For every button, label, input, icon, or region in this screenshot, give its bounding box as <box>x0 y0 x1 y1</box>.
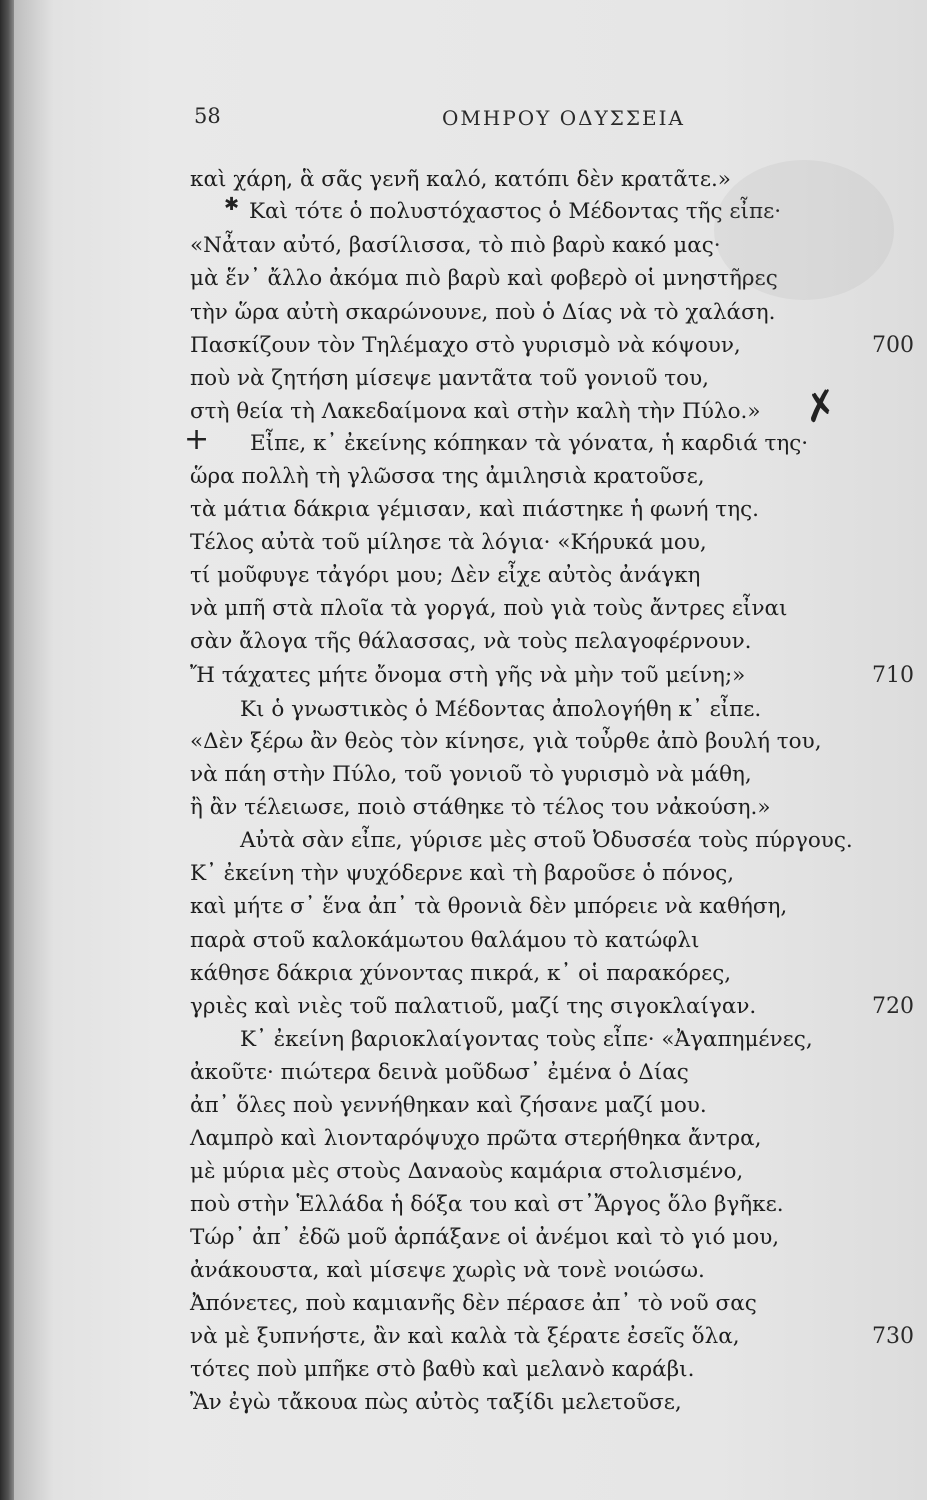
page-stain <box>714 160 894 300</box>
poem-line <box>14 828 927 860</box>
line-text: καὶ μήτε σ᾽ ἕνα ἀπ᾽ τὰ θρονιὰ δὲν μπόρειε νὰ καθήση, <box>190 894 788 919</box>
line-text: καὶ χάρη, ἃ σᾶς γενῆ καλό, κατόπι δὲν κρατᾶτε.» <box>190 167 731 192</box>
line-text: Κι ὁ γνωστικὸς ὁ Μέδοντας ἀπολογήθη κ᾽ εἶπε. <box>240 697 762 722</box>
line-text: ποὺ νὰ ζητήση μίσεψε μαντᾶτα τοῦ γονιοῦ του, <box>190 366 710 391</box>
poem-line <box>14 928 927 960</box>
poem-line <box>14 1291 927 1323</box>
line-text: τὰ μάτια δάκρια γέμισαν, καὶ πιάστηκε ἡ φωνή της. <box>190 497 759 522</box>
asterisk-mark-icon: ✱ <box>224 194 240 215</box>
poem-line <box>14 629 927 661</box>
poem-line <box>14 1159 927 1191</box>
poem-line <box>14 1357 927 1389</box>
poem-line <box>14 1390 927 1422</box>
poem-line <box>14 762 927 794</box>
line-text: Κ᾽ ἐκείνη τὴν ψυχόδερνε καὶ τὴ βαροῦσε ὁ πόνος, <box>190 861 735 886</box>
page-header <box>14 104 927 134</box>
line-text: Καὶ τότε ὁ πολυστόχαστος ὁ Μέδοντας τῆς εἶπε· <box>249 199 782 224</box>
line-text: γριὲς καὶ νιὲς τοῦ παλατιοῦ, μαζί της σιγοκλαίγαν. <box>190 994 757 1019</box>
poem-line <box>14 596 927 628</box>
poem-line <box>14 1192 927 1224</box>
line-text: σὰν ἄλογα τῆς θάλασσας, νὰ τοὺς πελαγοφέρνουν. <box>190 629 752 654</box>
line-text: ἀνάκουστα, καὶ μίσεψε χωρὶς νὰ τονὲ νοιώσω. <box>190 1258 705 1283</box>
page-number: 58 <box>194 104 221 128</box>
poem-line <box>14 431 927 463</box>
running-title: ΟΜΗΡΟΥ ΟΔΥΣΣΕΙΑ <box>442 106 685 130</box>
poem-line <box>14 366 927 398</box>
poem-line <box>14 1225 927 1257</box>
poem-line <box>14 994 927 1026</box>
line-text: Ἤ τάχατες μήτε ὄνομα στὴ γῆς νὰ μὴν τοῦ μείνη;» <box>190 663 746 688</box>
line-text: νὰ πάη στὴν Πύλο, τοῦ γονιοῦ τὸ γυρισμὸ νὰ μάθη, <box>190 762 752 787</box>
line-number: 720 <box>872 994 914 1019</box>
poem-line <box>14 1324 927 1356</box>
line-text: Ἂν ἐγὼ τἄκουα πὼς αὐτὸς ταξίδι μελετοῦσε, <box>190 1390 682 1415</box>
line-text: Τέλος αὐτὰ τοῦ μίλησε τὰ λόγια· «Κήρυκά μου, <box>190 530 707 555</box>
line-text: Ἀπόνετες, ποὺ καμιανῆς δὲν πέρασε ἀπ᾽ τὸ νοῦ σας <box>190 1291 757 1316</box>
poem-line <box>14 464 927 496</box>
line-text: ποὺ στὴν Ἑλλάδα ἡ δόξα του καὶ στ᾽Ἄργος ὅλο βγῆκε. <box>190 1192 784 1217</box>
line-text: «Δὲν ξέρω ἂν θεὸς τὸν κίνησε, γιὰ τοὖρθε ἀπὸ βουλή του, <box>190 729 822 754</box>
line-text: ἀπ᾽ ὅλες ποὺ γεννήθηκαν καὶ ζήσανε μαζί μου. <box>190 1093 707 1118</box>
poem-line <box>14 530 927 562</box>
cross-mark-icon: ✗ <box>799 381 842 433</box>
line-text: Αὐτὰ σὰν εἶπε, γύρισε μὲς στοῦ Ὀδυσσέα τοὺς πύργους. <box>240 828 853 853</box>
poem-line <box>14 1060 927 1092</box>
line-text: Πασκίζουν τὸν Τηλέμαχο στὸ γυρισμὸ νὰ κόψουν, <box>190 333 741 358</box>
poem-line <box>14 663 927 695</box>
poem-line <box>14 697 927 729</box>
line-text: ἢ ἂν τέλειωσε, ποιὸ στάθηκε τὸ τέλος του νἀκούση.» <box>190 795 771 820</box>
poem-line <box>14 729 927 761</box>
poem-line <box>14 300 927 332</box>
poem-line <box>14 861 927 893</box>
line-text: Κ᾽ ἐκείνη βαριοκλαίγοντας τοὺς εἶπε· «Ἀγαπημένες, <box>240 1027 813 1052</box>
line-text: Λαμπρὸ καὶ λιονταρόψυχο πρῶτα στερήθηκα ἄντρα, <box>190 1126 762 1151</box>
line-text: ἀκοῦτε· πιώτερα δεινὰ μοῦδωσ᾽ ἐμένα ὁ Δίας <box>190 1060 689 1085</box>
line-text: τί μοῦφυγε τἀγόρι μου; Δὲν εἶχε αὐτὸς ἀνάγκη <box>190 563 701 588</box>
line-text: νὰ μὲ ξυπνήστε, ἂν καὶ καλὰ τὰ ξέρατε ἐσεῖς ὅλα, <box>190 1324 740 1349</box>
poem-line <box>14 497 927 529</box>
poem-line <box>14 333 927 365</box>
line-text: μὰ ἕν᾽ ἄλλο ἀκόμα πιὸ βαρὺ καὶ φοβερὸ οἱ μνηστῆρες <box>190 266 778 291</box>
poem-line <box>14 1093 927 1125</box>
line-text: τὴν ὥρα αὐτὴ σκαρώνουνε, ποὺ ὁ Δίας νὰ τὸ χαλάση. <box>190 300 776 325</box>
line-text: μὲ μύρια μὲς στοὺς Δαναοὺς καμάρια στολισμένο, <box>190 1159 744 1184</box>
poem-line <box>14 961 927 993</box>
line-text: ὥρα πολλὴ τὴ γλῶσσα της ἀμιλησιὰ κρατοῦσε, <box>190 464 705 489</box>
line-text: «Νἆταν αὐτό, βασίλισσα, τὸ πιὸ βαρὺ κακό μας· <box>190 233 721 258</box>
poem-line <box>14 399 927 431</box>
line-text: νὰ μπῆ στὰ πλοῖα τὰ γοργά, ποὺ γιὰ τοὺς ἄντρες εἶναι <box>190 596 788 621</box>
poem-line <box>14 1258 927 1290</box>
book-page <box>14 0 927 1500</box>
line-text: Τώρ᾽ ἀπ᾽ ἐδῶ μοῦ ἁρπάξανε οἱ ἀνέμοι καὶ τὸ γιό μου, <box>190 1225 780 1250</box>
line-text: τότες ποὺ μπῆκε στὸ βαθὺ καὶ μελανὸ καράβι. <box>190 1357 695 1382</box>
line-text: Εἶπε, κ᾽ ἐκείνης κόπηκαν τὰ γόνατα, ἡ καρδιά της· <box>250 431 809 456</box>
line-text: κάθησε δάκρια χύνοντας πικρά, κ᾽ οἱ παρακόρες, <box>190 961 732 986</box>
poem-line <box>14 1126 927 1158</box>
plus-mark-icon: + <box>184 422 210 457</box>
book-spine-edge <box>0 0 14 1500</box>
line-text: παρὰ στοῦ καλοκάμωτου θαλάμου τὸ κατώφλι <box>190 928 700 953</box>
line-number: 730 <box>872 1324 914 1349</box>
poem-line <box>14 1027 927 1059</box>
poem-line <box>14 894 927 926</box>
line-number: 710 <box>872 663 914 688</box>
line-text: στὴ θεία τὴ Λακεδαίμονα καὶ στὴν καλὴ τὴν Πύλο.» <box>190 399 761 424</box>
line-number: 700 <box>872 333 914 358</box>
poem-line <box>14 563 927 595</box>
poem-line <box>14 795 927 827</box>
